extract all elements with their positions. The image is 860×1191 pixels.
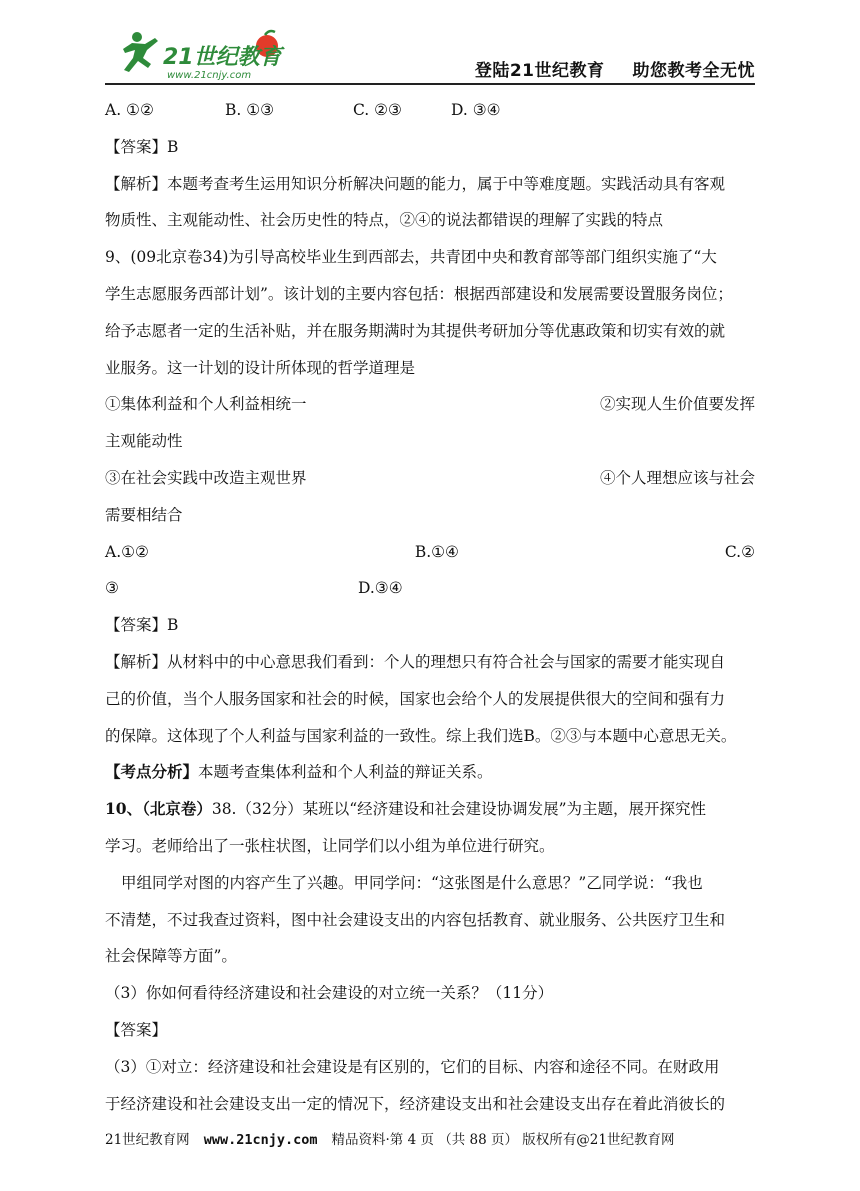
q10-paragraph-line: 不清楚，不过我查过资料，图中社会建设支出的内容包括教育、就业服务、公共医疗卫生和 <box>105 910 726 929</box>
q9-stem-line: 学生志愿服务西部计划”。该计划的主要内容包括：根据西部建设和发展需要设置服务岗位； <box>105 284 733 303</box>
q8-options <box>105 92 755 129</box>
q9-point-label: 【考点分析】 <box>105 762 199 782</box>
footer-left: 21世纪教育网 <box>105 1132 190 1148</box>
logo-text: 21世纪教育 <box>163 45 282 70</box>
q9-stem-line: 业服务。这一计划的设计所体现的哲学道理是 <box>105 358 416 377</box>
q9-point-analysis <box>105 754 755 791</box>
page-footer <box>105 1128 755 1148</box>
q8-option-c: C. ②③ <box>353 101 402 119</box>
q8-option-d: D. ③④ <box>451 101 501 119</box>
q9-options-row-2 <box>105 570 755 607</box>
q9-point-text: 本题考查集体利益和个人利益的辩证关系。 <box>198 763 493 782</box>
q9-analysis-line: 【解析】从材料中的中心意思我们看到：个人的理想只有符合社会与国家的需要才能实现自 <box>105 652 726 671</box>
slogan-left: 登陆21世纪教育 <box>474 61 605 81</box>
q9-option-c: C.② <box>724 542 755 561</box>
q10-stem-line <box>105 791 755 828</box>
q10-stem-line: 学习。老师给出了一张柱状图，让同学们以小组为单位进行研究。 <box>105 836 555 855</box>
q9-analysis-line: 的保障。这体现了个人利益与国家利益的一致性。综上我们选B。②③与本题中心意思无关。 <box>105 726 737 745</box>
q9-item-1: ①集体利益和个人利益相统一 <box>105 395 307 414</box>
q10-paragraph-line: 甲组同学对图的内容产生了兴趣。甲同学问：“这张图是什么意思？”乙同学说：“我也 <box>121 873 703 892</box>
q9-item-4-cont: 需要相结合 <box>105 505 183 524</box>
q9-option-c-cont: ③ <box>105 579 119 598</box>
q9-option-a: A.①② <box>105 542 149 561</box>
q10-answer-line: 于经济建设和社会建设支出一定的情况下，经济建设支出和社会建设支出存在着此消彼长的 <box>105 1094 726 1113</box>
q9-options-row <box>105 534 755 571</box>
q9-option-d: D.③④ <box>358 579 403 598</box>
q10-stem-label: 10、（北京卷） <box>105 799 212 819</box>
logo-url: www.21cnjy.com <box>167 70 252 81</box>
q9-option-b: B.①④ <box>414 542 459 561</box>
q9-items-row <box>105 386 755 423</box>
header-divider <box>105 83 755 85</box>
q9-item-3: ③在社会实践中改造主观世界 <box>105 468 307 487</box>
q8-option-b: B. ①③ <box>225 101 275 119</box>
q8-analysis-line: 【解析】本题考查考生运用知识分析解决问题的能力，属于中等难度题。实践活动具有客观 <box>105 174 726 193</box>
q9-item-2: ②实现人生价值要发挥 <box>599 395 755 414</box>
q9-item-4: ④个人理想应该与社会 <box>599 468 755 487</box>
q8-option-a: A. ①② <box>105 101 154 119</box>
q10-answer-label: 【答案】 <box>105 1020 168 1039</box>
q9-analysis-line: 己的价值，当个人服务国家和社会的时候，国家也会给个人的发展提供很大的空间和强有力 <box>105 689 726 708</box>
q8-analysis-line: 物质性、主观能动性、社会历史性的特点，②④的说法都错误的理解了实践的特点 <box>105 211 664 230</box>
q9-answer: 【答案】B <box>105 616 179 635</box>
page-header <box>105 28 755 84</box>
q10-stem-text: 38.（32分）某班以“经济建设和社会建设协调发展”为主题，展开探究性 <box>211 800 707 819</box>
header-slogan <box>475 56 755 81</box>
q10-question-3: （3）你如何看待经济建设和社会建设的对立统一关系？（11分） <box>105 984 554 1003</box>
slogan-right: 助您教考全无忧 <box>632 61 755 81</box>
q10-paragraph-line: 社会保障等方面”。 <box>105 947 237 966</box>
q9-stem-line: 9、(09北京卷34)为引导高校毕业生到西部去，共青团中央和教育部等部门组织实施了“大 <box>105 248 717 267</box>
q9-item-2-cont: 主观能动性 <box>105 432 183 451</box>
document-body <box>105 92 755 1122</box>
footer-site: www.21cnjy.com <box>203 1132 318 1148</box>
q9-items-row <box>105 460 755 497</box>
q10-answer-line: （3）①对立：经济建设和社会建设是有区别的，它们的目标、内容和途径不同。在财政用 <box>105 1057 720 1076</box>
footer-info: 精品资料·第 4 页 （共 88 页） 版权所有@21世纪教育网 <box>331 1132 675 1148</box>
q8-answer: 【答案】B <box>105 137 179 156</box>
site-logo <box>105 28 305 82</box>
q9-stem-line: 给予志愿者一定的生活补贴，并在服务期满时为其提供考研加分等优惠政策和切实有效的就 <box>105 321 726 340</box>
